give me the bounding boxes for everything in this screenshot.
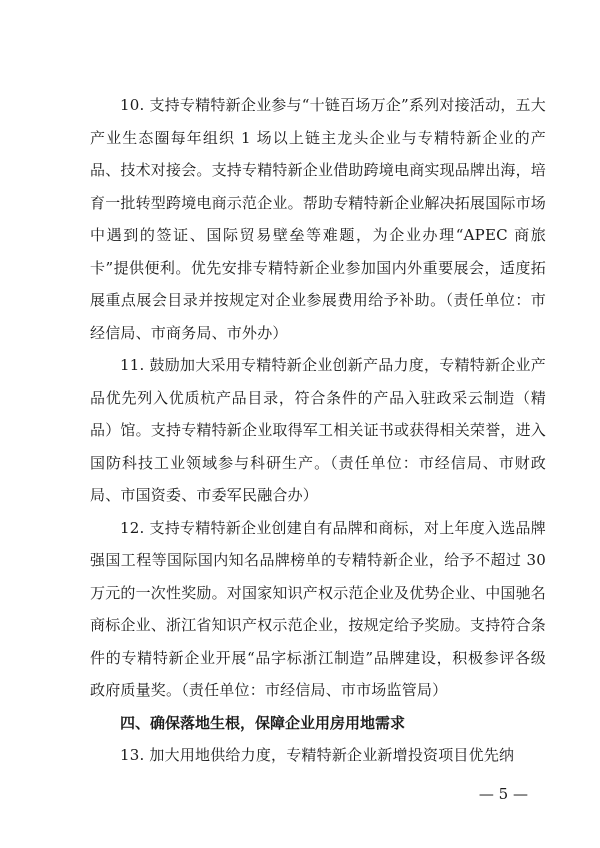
paragraph-11: 11. 鼓励加大采用专精特新企业创新产品力度，专精特新企业产品优先列入优质杭产品目录，符合条件的产品入驻政采云制造（精品）馆。支持专精特新企业取得军工相关证书或获得相关荣誉，进入国防科技工业领域参与科研生产。（责任单位：市经信局、市财政局、市国资委、市委军民融合办） — [90, 356, 547, 504]
document-body — [90, 89, 546, 772]
paragraph-13: 13. 加大用地供给力度，专精特新企业新增投资项目优先纳 — [120, 746, 515, 764]
page-number: — 5 — — [478, 785, 528, 803]
paragraph-10: 10. 支持专精特新企业参与“十链百场万企”系列对接活动，五大产业生态圈每年组织 1 场以上链主龙头企业与专精特新企业的产品、技术对接会。支持专精特新企业借助跨境电商实现品牌出海，培育一批转型跨境电商示范企业。帮助专精特新企业解决拓展国际市场中遇到的签证、国际贸易壁垒等难题，为企业办理“APEC 商旅卡”提供便利。优先安排专精特新企业参加国内外重要展会，适度拓展重点展会目录并按规定对企业参展费用给予补助。（责任单位：市经信局、市商务局、市外办） — [90, 96, 547, 342]
section-heading-4: 四、确保落地生根，保障企业用房用地需求 — [120, 713, 406, 732]
paragraph-12: 12. 支持专精特新企业创建自有品牌和商标，对上年度入选品牌强国工程等国际国内知名品牌榜单的专精特新企业，给予不超过 30 万元的一次性奖励。对国家知识产权示范企业及优势企业、中国驰名商标企业、浙江省知识产权示范企业，按规定给予奖励。支持符合条件的专精特新企业开展“品字标浙江制造”品牌建设，积极参评各级政府质量奖。（责任单位：市经信局、市市场监管局） — [90, 518, 547, 699]
